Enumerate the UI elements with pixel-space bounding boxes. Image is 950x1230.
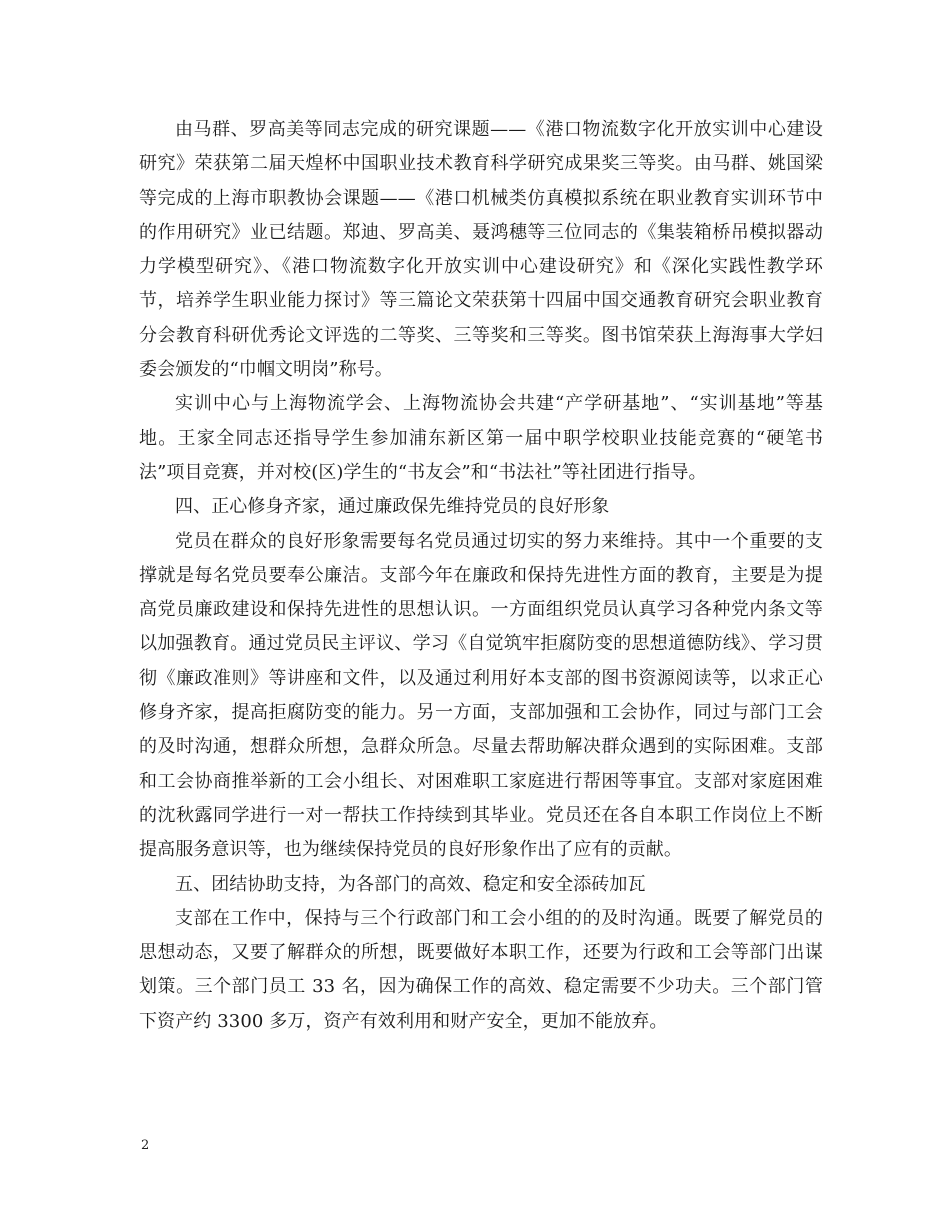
paragraph-research-achievements: 由马群、罗高美等同志完成的研究课题——《港口物流数字化开放实训中心建设研究》荣获第二届天煌杯中国职业技术教育科学研究成果奖三等奖。由马群、姚国梁等完成的上海市职教协会课题——《港口机械类仿真模拟系统在职业教育实训环节中的作用研究》业已结题。郑迪、罗高美、聂鸿穗等三位同志的《集装箱桥吊模拟器动力学模型研究》、《港口物流数字化开放实训中心建设研究》和《深化实践性教学环节，培养学生职业能力探讨》等三篇论文荣获第十四届中国交通教育研究会职业教育分会教育科研优秀论文评选的二等奖、三等奖和三等奖。图书馆荣获上海海事大学妇委会颁发的“巾帼文明岗”称号。 [139,119,823,381]
document-body [139,113,823,1039]
paragraph-party-image: 党员在群众的良好形象需要每名党员通过切实的努力来维持。其中一个重要的支撑就是每名党员要奉公廉洁。支部今年在廉政和保持先进性方面的教育，主要是为提高党员廉政建设和保持先进性的思想认识。一方面组织党员认真学习各种党内条文等以加强教育。通过党员民主评议、学习《自觉筑牢拒腐防变的思想道德防线》、学习贯彻《廉政准则》等讲座和文件，以及通过利用好本支部的图书资源阅读等，以求正心修身齐家，提高拒腐防变的能力。另一方面，支部加强和工会协作，同过与部门工会的及时沟通，想群众所想，急群众所急。尽量去帮助解决群众遇到的实际困难。支部和工会协商推举新的工会小组长、对困难职工家庭进行帮困等事宜。支部对家庭困难的沈秋露同学进行一对一帮扶工作持续到其毕业。党员还在各自本职工作岗位上不断提高服务意识等，也为继续保持党员的良好形象作出了应有的贡献。 [139,530,823,861]
section-heading-five: 五、团结协助支持，为各部门的高效、稳定和安全添砖加瓦 [175,873,646,895]
paragraph-department-support: 支部在工作中，保持与三个行政部门和工会小组的的及时沟通。既要了解党员的思想动态，又要了解群众的所想，既要做好本职工作，还要为行政和工会等部门出谋划策。三个部门员工 33 名，因为确保工作的高效、稳定需要不少功夫。三个部门管下资产约 3300 多万，资产有效利用和财产安全，更加不能放弃。 [139,907,823,1032]
page-number: 2 [141,1138,150,1153]
section-heading-four: 四、正心修身齐家，通过廉政保先维持党员的良好形象 [175,496,610,518]
paragraph-training-center: 实训中心与上海物流学会、上海物流协会共建“产学研基地”、“实训基地”等基地。王家全同志还指导学生参加浦东新区第一届中职学校职业技能竞赛的“硬笔书法”项目竞赛，并对校(区)学生的“书友会”和“书法社”等社团进行指导。 [139,393,823,483]
